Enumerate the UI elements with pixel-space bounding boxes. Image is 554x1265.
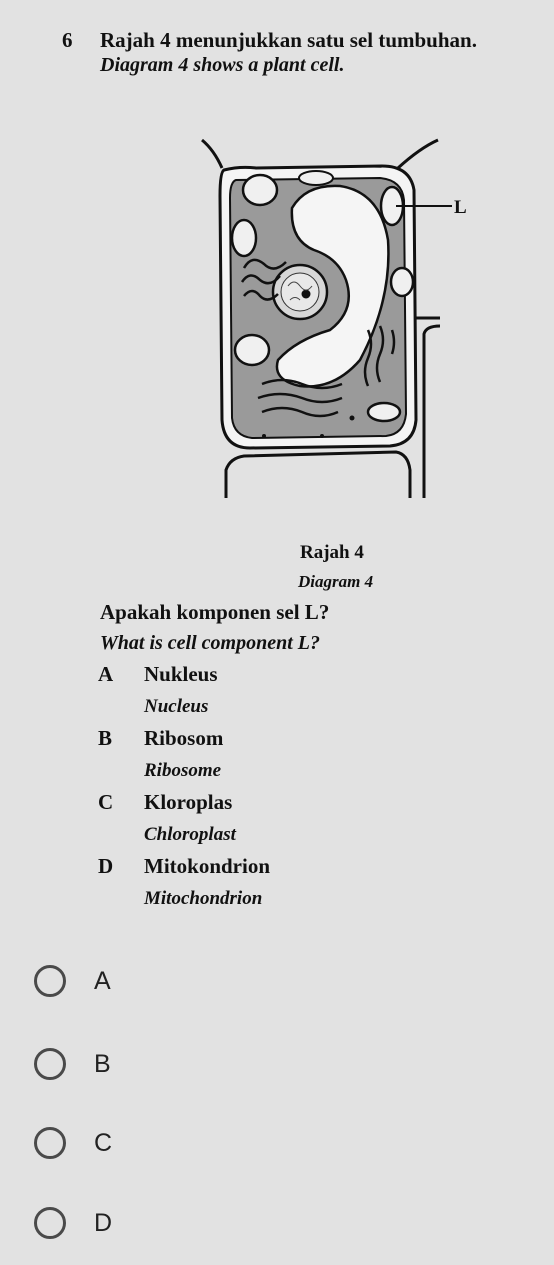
answer-choice-b[interactable] — [34, 1041, 334, 1087]
answer-choice-label[interactable]: C — [94, 1128, 113, 1157]
answer-choice-c[interactable] — [34, 1120, 334, 1166]
prompt-english: What is cell component L? — [100, 632, 320, 654]
diagram-caption-malay: Rajah 4 — [300, 542, 364, 563]
ribosome — [262, 434, 266, 438]
option-a-letter: A — [98, 662, 114, 686]
question-number: 6 — [62, 28, 73, 52]
chloroplast — [235, 335, 269, 365]
option-d-text-malay: Mitokondrion — [144, 854, 271, 878]
option-d-letter: D — [98, 854, 114, 878]
chloroplast — [243, 175, 277, 205]
option-a-text-malay: Nukleus — [144, 662, 218, 686]
chloroplast — [299, 171, 333, 185]
option-d-text-english: Mitochondrion — [144, 888, 263, 909]
answer-choice-a[interactable] — [34, 958, 334, 1004]
option-c-text-malay: Kloroplas — [144, 790, 233, 814]
option-c-letter: C — [98, 790, 114, 814]
plant-cell-diagram — [196, 132, 486, 502]
question-text-malay: Rajah 4 menunjukkan satu sel tumbuhan. — [100, 28, 477, 52]
answer-choice-label[interactable]: B — [94, 1049, 111, 1078]
nucleolus — [302, 290, 311, 299]
radio-unselected-icon[interactable] — [34, 1207, 66, 1239]
option-a-text-english: Nucleus — [144, 696, 209, 717]
label-l: L — [454, 197, 467, 218]
question-text-english: Diagram 4 shows a plant cell. — [100, 54, 345, 76]
chloroplast — [391, 268, 413, 296]
answer-choice-label[interactable]: D — [94, 1208, 113, 1237]
mitochondrion — [368, 403, 400, 421]
radio-unselected-icon[interactable] — [34, 1127, 66, 1159]
neighbour-cell-wall-top-right — [398, 140, 438, 168]
answer-choice-d[interactable] — [34, 1200, 334, 1246]
radio-unselected-icon[interactable] — [34, 1048, 66, 1080]
neighbour-cell-wall-top — [202, 140, 222, 168]
option-b-text-malay: Ribosom — [144, 726, 224, 750]
chloroplast — [232, 220, 256, 256]
option-b-text-english: Ribosome — [144, 760, 222, 781]
radio-unselected-icon[interactable] — [34, 965, 66, 997]
neighbour-cell-wall-bottom — [226, 452, 410, 498]
ribosome — [320, 434, 324, 438]
ribosome — [350, 416, 355, 421]
option-c-text-english: Chloroplast — [144, 824, 236, 845]
prompt-malay: Apakah komponen sel L? — [100, 600, 330, 624]
answer-choice-label[interactable]: A — [94, 966, 111, 995]
option-b-letter: B — [98, 726, 113, 750]
nucleus-inner — [281, 273, 319, 311]
neighbour-cell-wall-bottom-right — [424, 326, 440, 498]
diagram-caption-english: Diagram 4 — [298, 572, 374, 591]
